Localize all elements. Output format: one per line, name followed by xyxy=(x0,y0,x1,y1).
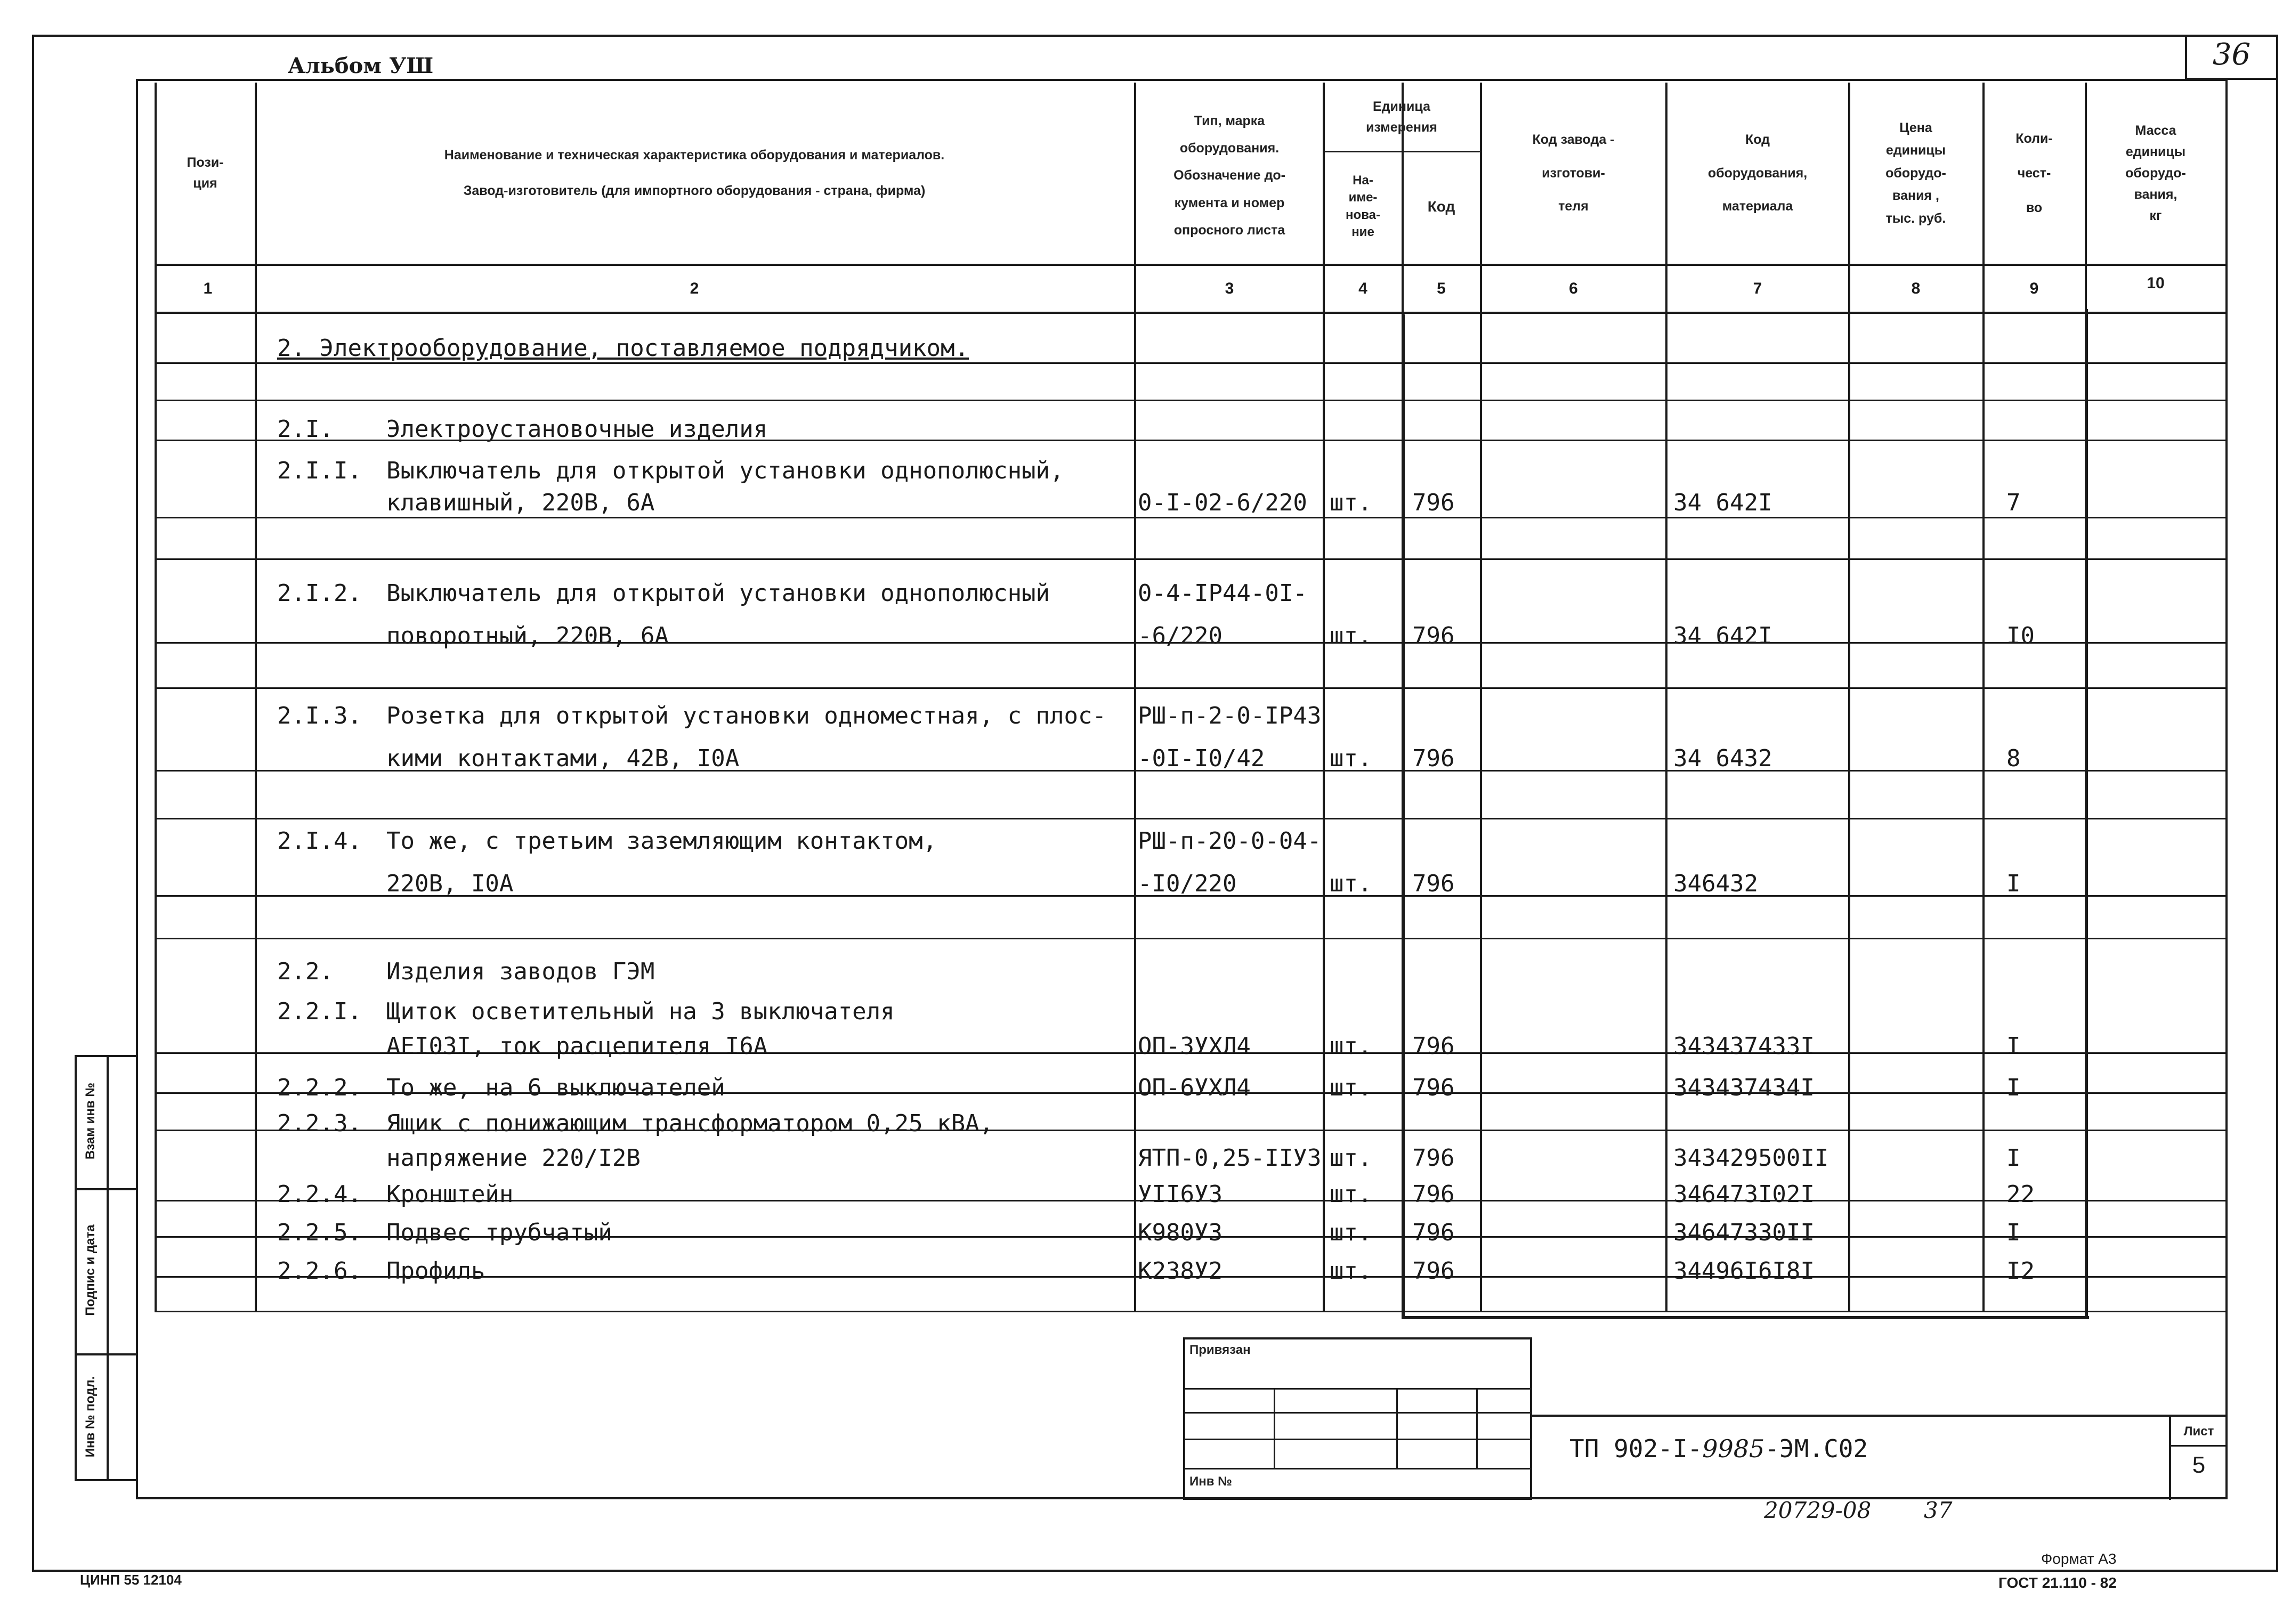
col-number: 10 xyxy=(2147,274,2165,292)
row-unit-code: 796 xyxy=(1412,1033,1455,1060)
format-label: Формат А3 xyxy=(2041,1550,2117,1567)
bold-line xyxy=(2085,309,2088,1319)
side-label-signature: Подпис и дата xyxy=(83,1224,98,1316)
row-unit: шт. xyxy=(1330,489,1372,516)
row-type: РШ-п-20-0-04- xyxy=(1138,827,1322,855)
row-equipment-code: 34 642I xyxy=(1673,489,1772,516)
row-type: К980У3 xyxy=(1138,1219,1223,1246)
column-line xyxy=(1323,83,1325,1311)
stamp-line xyxy=(1183,1388,1532,1390)
inner-top xyxy=(136,79,2228,81)
row-name: Розетка для открытой установки одноместная, с плос- xyxy=(386,702,1107,729)
row-position: 2.I.2. xyxy=(277,580,362,607)
col-number: 8 xyxy=(1911,280,1921,297)
row-name: Ящик с понижающим трансформатором 0,25 кВА, xyxy=(386,1110,994,1137)
sheet-number: 5 xyxy=(2192,1452,2206,1478)
row-unit-code: 796 xyxy=(1412,745,1455,772)
row-unit-code: 796 xyxy=(1412,489,1455,516)
row-name: 220В, I0А xyxy=(386,870,514,897)
stamp-line xyxy=(1183,1412,1532,1414)
row-quantity: I xyxy=(2006,870,2021,897)
col-header-mass: Масса единицы оборудо- вания, кг xyxy=(2125,123,2186,223)
column-line xyxy=(2225,83,2228,1311)
row-equipment-code: 34647330II xyxy=(1673,1219,1815,1246)
bold-line xyxy=(1402,314,1405,1319)
row-type: -0I-I0/42 xyxy=(1138,745,1265,772)
row-name: То же, с третьим заземляющим контактом, xyxy=(386,827,937,855)
row-unit-code: 796 xyxy=(1412,1181,1455,1208)
row-unit: шт. xyxy=(1330,1219,1372,1246)
row-quantity: I0 xyxy=(2006,622,2035,649)
row-line xyxy=(155,687,2225,689)
row-position: 2.2.4. xyxy=(277,1181,362,1208)
col-header-unit-group: Единица измерения xyxy=(1366,99,1437,135)
row-name: 2. Электрооборудование, поставляемое подрядчиком. xyxy=(277,335,969,362)
row-unit-code: 796 xyxy=(1412,1257,1455,1285)
row-position: 2.2.5. xyxy=(277,1219,362,1246)
col-number: 7 xyxy=(1753,280,1762,297)
privyazan-label: Привязан xyxy=(1189,1343,1251,1357)
inventory-label: Инв № xyxy=(1189,1474,1232,1489)
row-unit-code: 796 xyxy=(1412,1074,1455,1101)
col-number: 3 xyxy=(1225,280,1234,297)
title-block-top xyxy=(1532,1415,2228,1417)
row-unit: шт. xyxy=(1330,745,1372,772)
row-name: Щиток осветительный на 3 выключателя xyxy=(386,998,895,1025)
row-type: 0-I-02-6/220 xyxy=(1138,489,1307,516)
row-type: ОП-3УХЛ4 xyxy=(1138,1033,1251,1060)
row-name: кими контактами, 42В, I0А xyxy=(386,745,740,772)
document-code: ТП 902-I-9985-ЭМ.С02 xyxy=(1569,1434,1868,1463)
row-equipment-code: 343437433I xyxy=(1673,1033,1815,1060)
frame-top xyxy=(32,35,2278,37)
row-position: 2.2.6. xyxy=(277,1257,362,1285)
row-line xyxy=(155,1311,2225,1312)
column-line xyxy=(1480,83,1482,1311)
column-line xyxy=(1665,83,1667,1311)
row-position: 2.I.I. xyxy=(277,457,362,484)
row-name: АЕI03I, ток расцепителя I6А xyxy=(386,1033,768,1060)
gost-label: ГОСТ 21.110 - 82 xyxy=(1998,1574,2117,1591)
col-header-maker-code: Код завода - изготови- теля xyxy=(1532,132,1615,214)
row-quantity: I xyxy=(2006,1219,2021,1246)
col-number: 6 xyxy=(1569,280,1578,297)
col-number: 5 xyxy=(1437,280,1446,297)
row-position: 2.2. xyxy=(277,958,334,985)
row-line xyxy=(155,558,2225,560)
col-header-unit-code: Код xyxy=(1427,198,1455,215)
row-quantity: 8 xyxy=(2006,745,2021,772)
column-line xyxy=(255,83,257,1311)
row-unit: шт. xyxy=(1330,622,1372,649)
row-line xyxy=(155,400,2225,401)
corner-sheet-number: 36 xyxy=(2212,37,2251,72)
row-position: 2.2.2. xyxy=(277,1074,362,1101)
col-number: 2 xyxy=(690,280,699,297)
row-equipment-code: 346473I02I xyxy=(1673,1181,1815,1208)
handwritten-sheet: 37 xyxy=(1924,1497,1953,1523)
row-name: Выключатель для открытой установки однополюсный, xyxy=(386,457,1064,484)
row-quantity: 22 xyxy=(2006,1181,2035,1208)
row-equipment-code: 34496I6I8I xyxy=(1673,1257,1815,1285)
row-quantity: I xyxy=(2006,1144,2021,1172)
col-header-equipment-code: Код оборудования, материала xyxy=(1707,132,1808,214)
row-unit: шт. xyxy=(1330,1033,1372,1060)
bold-line xyxy=(1402,1316,2089,1319)
row-unit: шт. xyxy=(1330,1257,1372,1285)
row-name: напряжение 220/I2В xyxy=(386,1144,641,1172)
row-equipment-code: 34 642I xyxy=(1673,622,1772,649)
row-unit-code: 796 xyxy=(1412,1219,1455,1246)
sheet-label: Лист xyxy=(2183,1424,2214,1439)
privyazan-box xyxy=(1183,1337,1532,1500)
row-type: К238У2 xyxy=(1138,1257,1223,1285)
column-line xyxy=(1848,83,1850,1311)
stamp-line xyxy=(1396,1388,1398,1468)
row-line xyxy=(155,517,2225,518)
column-line xyxy=(155,83,157,1311)
row-name: Выключатель для открытой установки однополюсный xyxy=(386,580,1050,607)
row-equipment-code: 346432 xyxy=(1673,870,1758,897)
row-type: -I0/220 xyxy=(1138,870,1237,897)
row-name: Профиль xyxy=(386,1257,485,1285)
col-header-name: Наименование и техническая характеристика оборудования и материалов. Завод-изготовитель (для импортного оборудования - страна, фирма) xyxy=(444,147,945,198)
album-title: Альбом УШ xyxy=(288,53,434,78)
header-line xyxy=(155,264,2228,266)
row-line xyxy=(155,362,2225,364)
row-name: Электроустановочные изделия xyxy=(386,416,768,443)
sheet-cell-divider xyxy=(2169,1445,2228,1447)
side-label-inventory: Инв № подл. xyxy=(83,1376,98,1458)
stamp-line xyxy=(1183,1439,1532,1440)
row-type: РШ-п-2-0-IP43 xyxy=(1138,702,1322,729)
row-unit: шт. xyxy=(1330,1144,1372,1172)
frame-left xyxy=(32,35,34,1572)
side-label-replace: Взам инв № xyxy=(83,1082,98,1160)
row-equipment-code: 343429500II xyxy=(1673,1144,1829,1172)
inner-left xyxy=(136,79,138,1499)
stamp-line xyxy=(1274,1388,1275,1468)
row-position: 2.2.3. xyxy=(277,1110,362,1137)
row-position: 2.I.4. xyxy=(277,827,362,855)
handwritten-number: 20729-08 xyxy=(1764,1497,1872,1523)
inner-bottom xyxy=(136,1497,2228,1499)
row-type: УII6У3 xyxy=(1138,1181,1223,1208)
row-type: ЯТП-0,25-IIУ3 xyxy=(1138,1144,1322,1172)
col-header-position: Пози- ция xyxy=(187,155,224,191)
row-unit-code: 796 xyxy=(1412,1144,1455,1172)
row-unit: шт. xyxy=(1330,1074,1372,1101)
col-number: 1 xyxy=(203,280,213,297)
col-header-quantity: Коли- чест- во xyxy=(2015,131,2053,215)
row-type: -6/220 xyxy=(1138,622,1223,649)
col-header-type: Тип, марка оборудования. Обозначение до- кумента и номер опросного листа xyxy=(1173,113,1285,238)
row-quantity: I xyxy=(2006,1033,2021,1060)
row-line xyxy=(155,818,2225,819)
row-unit: шт. xyxy=(1330,1181,1372,1208)
row-name: То же, на 6 выключателей xyxy=(386,1074,725,1101)
stamp-line xyxy=(1476,1388,1478,1468)
row-line xyxy=(155,938,2225,939)
side-divider xyxy=(107,1055,109,1481)
col-number: 9 xyxy=(2029,280,2039,297)
row-unit-code: 796 xyxy=(1412,870,1455,897)
row-position: 2.I.3. xyxy=(277,702,362,729)
column-line xyxy=(1982,83,1985,1311)
col-number: 4 xyxy=(1358,280,1367,297)
row-position: 2.I. xyxy=(277,416,334,443)
row-name: Изделия заводов ГЭМ xyxy=(386,958,655,985)
row-quantity: I xyxy=(2006,1074,2021,1101)
col-header-price: Цена единицы оборудо- вания , тыс. руб. xyxy=(1885,120,1946,226)
row-name: поворотный, 220В, 6А xyxy=(386,622,669,649)
row-quantity: I2 xyxy=(2006,1257,2035,1285)
cipher-stamp: ЦИНП 55 12104 xyxy=(80,1572,182,1588)
column-line xyxy=(1134,83,1136,1311)
row-position: 2.2.I. xyxy=(277,998,362,1025)
row-type: ОП-6УХЛ4 xyxy=(1138,1074,1251,1101)
row-equipment-code: 34 6432 xyxy=(1673,745,1772,772)
frame-bottom xyxy=(32,1570,2278,1572)
row-unit-code: 796 xyxy=(1412,622,1455,649)
row-name: Подвес трубчатый xyxy=(386,1219,612,1246)
frame-right xyxy=(2276,35,2278,1572)
row-type: 0-4-IP44-0I- xyxy=(1138,580,1307,607)
row-name: клавишный, 220В, 6А xyxy=(386,489,655,516)
row-quantity: 7 xyxy=(2006,489,2021,516)
row-unit: шт. xyxy=(1330,870,1372,897)
row-equipment-code: 343437434I xyxy=(1673,1074,1815,1101)
col-header-unit-name: На- име- нова- ние xyxy=(1346,173,1380,239)
row-name: Кронштейн xyxy=(386,1181,514,1208)
header-line xyxy=(155,312,2228,314)
stamp-line xyxy=(1183,1468,1532,1469)
side-divider xyxy=(75,1188,136,1190)
